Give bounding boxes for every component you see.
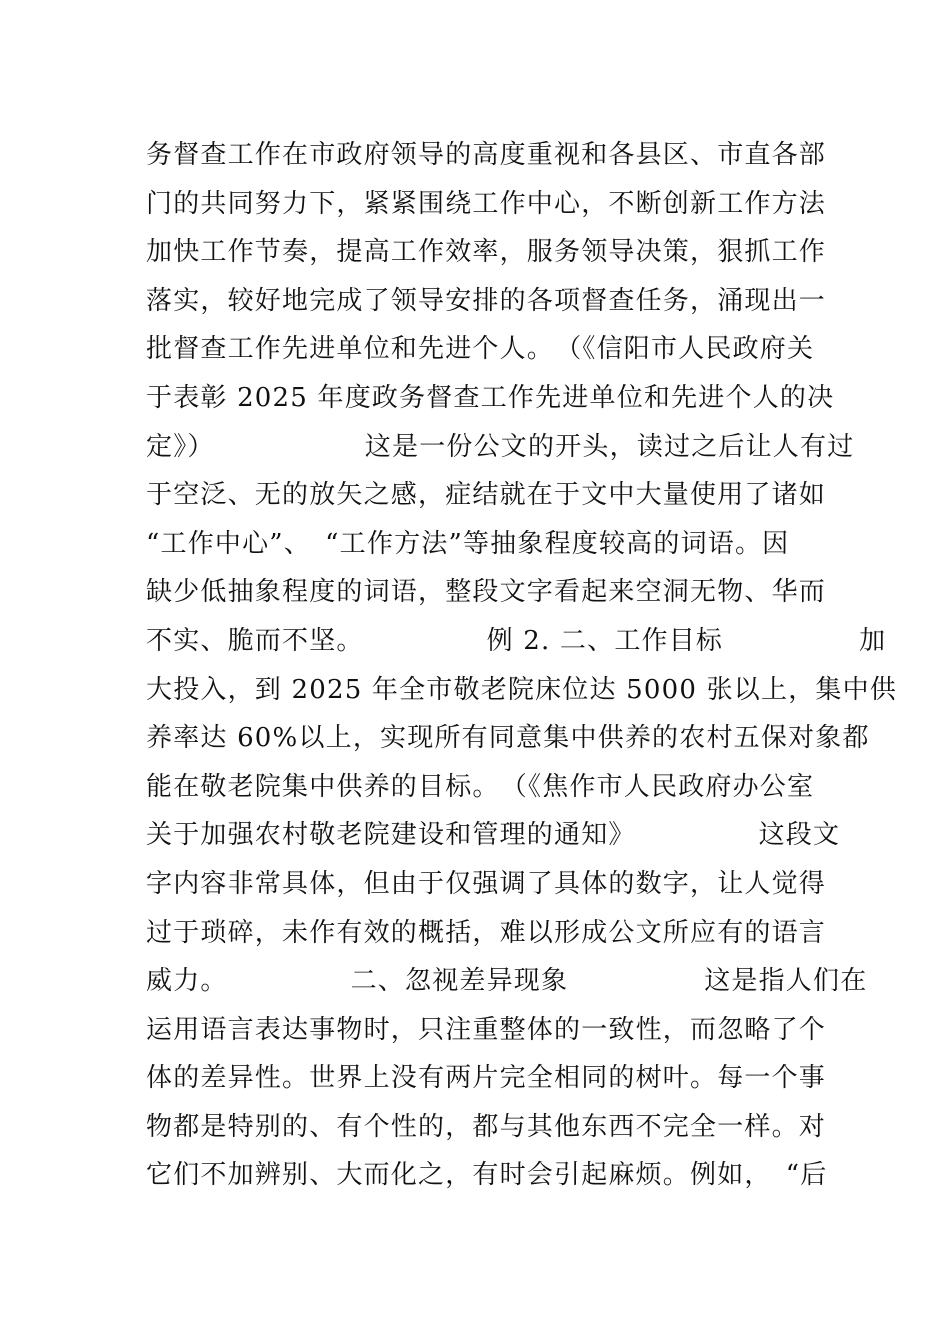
text-line: 养率达 60%以上，实现所有同意集中供养的农村五保对象都: [146, 723, 870, 754]
text-line: 定》） 这是一份公文的开头，读过之后让人有过: [146, 431, 855, 462]
text-line: 字内容非常具体，但由于仅强调了具体的数字，让人觉得: [146, 868, 827, 899]
text-line: 于表彰 2025 年度政务督查工作先进单位和先进个人的决: [146, 382, 835, 413]
text-line: 批督查工作先进单位和先进个人。 （《信阳市人民政府关: [146, 334, 815, 365]
text-line: 缺少低抽象程度的词语，整段文字看起来空洞无物、华而: [146, 577, 827, 608]
text-line: 关于加强农村敬老院建设和管理的通知》 这段文: [146, 820, 841, 851]
text-line: 它们不加辨别、大而化之，有时会引起麻烦。例如， “后: [146, 1160, 828, 1191]
text-line: 不实、脆而不坚。 例 2. 二、工作目标 加: [146, 625, 887, 656]
text-line: “工作中心”、 “工作方法”等抽象程度较高的词语。因: [146, 528, 790, 559]
text-line: 体的差异性。世界上没有两片完全相同的树叶。每一个事: [146, 1063, 827, 1094]
text-line: 过于琐碎，未作有效的概括，难以形成公文所应有的语言: [146, 917, 827, 948]
text-line: 大投入，到 2025 年全市敬老院床位达 5000 张以上，集中供: [146, 674, 897, 705]
text-line: 运用语言表达事物时，只注重整体的一致性，而忽略了个: [146, 1014, 827, 1045]
text-line: 务督查工作在市政府领导的高度重视和各县区、市直各部: [146, 140, 827, 170]
body-text: [146, 131, 897, 1200]
text-line: 落实，较好地完成了领导安排的各项督查任务，涌现出一: [146, 285, 827, 316]
text-line: 能在敬老院集中供养的目标。 （《焦作市人民政府办公室: [146, 771, 815, 802]
text-line: 物都是特别的、有个性的，都与其他东西不完全一样。对: [146, 1111, 827, 1142]
text-line: 威力。 二、忽视差异现象 这是指人们在: [146, 966, 868, 997]
text-line: 于空泛、无的放矢之感，症结就在于文中大量使用了诸如: [146, 480, 827, 511]
text-line: 加快工作节奏，提高工作效率，服务领导决策，狠抓工作: [146, 237, 827, 268]
text-line: 门的共同努力下，紧紧围绕工作中心，不断创新工作方法: [146, 188, 827, 219]
